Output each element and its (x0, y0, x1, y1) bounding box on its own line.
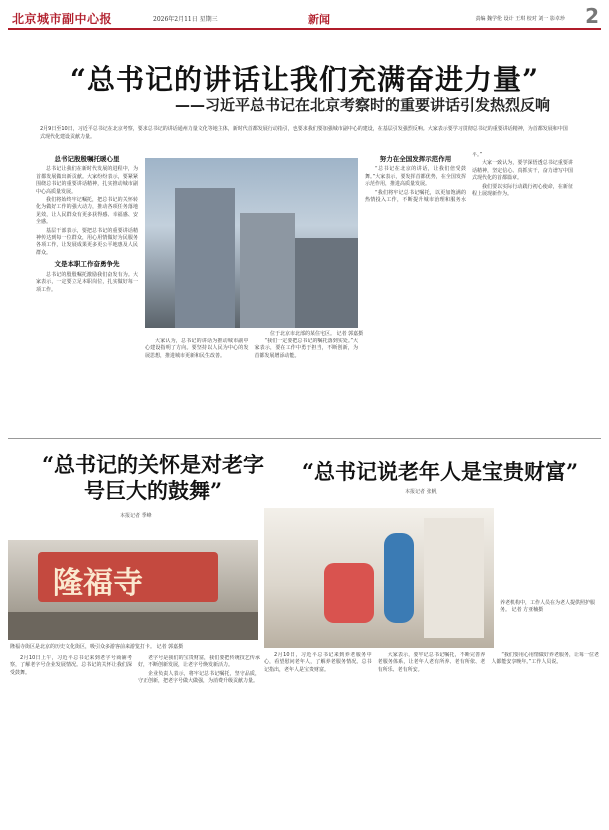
story2-paragraph: 老字号是我们的宝贵财富，我们要把传统技艺传承好，不断创新发展，让老字号焕发新活力。 (138, 655, 260, 669)
right-column (365, 152, 573, 432)
elderly-care-photo (264, 508, 494, 648)
story3-headline: “总书记说老年人是宝贵财富” (301, 459, 579, 484)
right-paragraph: 我们要以实际行动践行初心使命，在新征程上展现新作为。 (472, 183, 573, 198)
middle-column (145, 338, 358, 433)
right-heading: 努力在全国发挥示范作用 (379, 155, 452, 163)
right-paragraph: 大家一致认为，要学深悟透总书记重要讲话精神，坚定信心、真抓实干，奋力谱写中国式现代化的首都篇章。 (472, 160, 573, 182)
photo2-caption: 隆福寺街区是北京的历史文化街区，吸引众多游客前来游览打卡。 记者 郭嘉摄 (10, 644, 184, 650)
left-paragraph: 总书记让我们在新时代发展的进程中，为首都发展做出新贡献。大家纷纷表示，要紧紧围绕总书记的重要讲话精神，扎实推动城市副中心高质量发展。 (36, 166, 138, 195)
main-headline: “总书记的讲话让我们充满奋进力量” (69, 63, 540, 96)
masthead (8, 4, 601, 30)
story3-paragraph: “我们要用心用情做好养老服务，让每一位老人都能安享晚年。”工作人员说。 (491, 652, 599, 666)
section-title: 新闻 (308, 13, 330, 26)
left-paragraph: 总书记的殷殷嘱托激励我们奋发有为。大家表示，一定要立足本职岗位，扎实做好每一项工作。 (36, 271, 138, 293)
right-paragraph: “我们将牢记总书记嘱托，以更加饱满的热情投入工作，不断提升城市治理和服务水平。” (365, 152, 483, 204)
sub-headline: ——习近平总书记在北京考察时的重要讲话引发热烈反响 (174, 96, 550, 114)
photo3-caption: 养老机构中，工作人员在为老人提供照护服务。 记者 方亚楠摄 (500, 600, 596, 613)
longfu-street-photo (8, 540, 258, 640)
left-column (36, 152, 138, 432)
story2-paragraph: 企业负责人表示，将牢记总书记嘱托，坚守品质，守正创新，把老字号做大做强，为消费升级贡献力量。 (138, 670, 260, 685)
story3-byline: 本报记者 张帆 (405, 489, 437, 495)
section-divider (8, 438, 601, 439)
story2-paragraph: 2月10日上午，习近平总书记来到老字号商铺考察，了解老字号企业发展情况。总书记的关怀让我们深受鼓舞。 (10, 655, 132, 676)
photo1-caption: 位于北京市北部的某住宅区。 记者 郭嘉摄 (270, 331, 364, 337)
story3-paragraph: 大家表示，要牢记总书记嘱托，不断完善养老服务体系，让老年人老有所养、老有所依、老有所乐、老有所安。 (377, 652, 486, 673)
photo2-sign-text: 隆福寺 (53, 566, 143, 601)
story2-byline: 本报记者 季峰 (120, 513, 152, 519)
building-photo (145, 158, 358, 328)
left-paragraph: 我们将始终牢记嘱托，把总书记的关怀转化为做好工作的强大动力，推动各项任务落地见效，让人民群众有更多获得感、幸福感、安全感。 (36, 197, 138, 226)
paper-name: 北京城市副中心报 (12, 12, 113, 26)
left-paragraph: 基层干部表示，要把总书记的重要讲话精神传达到每一位群众，用心用情做好为民服务各项工作，让发展成果更多更公平地惠及人民群众。 (36, 227, 138, 256)
left-heading-1: 总书记殷殷嘱托暖心里 (54, 155, 120, 163)
page-number: 2 (585, 4, 599, 28)
issue-date: 2026年2月11日 星期三 (153, 16, 218, 23)
left-heading-2: 文是本职工作奋勇争先 (54, 260, 120, 269)
right-paragraph: “总书记在北京的讲话，让我们倍受鼓舞。”大家表示，要发挥首都优势，在全国发挥示范作用，推进高质量发展。 (365, 166, 466, 188)
story3-body (264, 652, 599, 824)
story2-headline: “总书记的关怀是对老字号巨大的鼓舞” (41, 452, 265, 503)
editor-credits: 责编 魏学伦 设计 王琪 校对 刘一 影卓珍 (475, 16, 565, 22)
mid-paragraph: “我们一定要把总书记的嘱托落到实处。”大家表示，要在工作中勇于担当，不断创新，为首都发展增添动能。 (254, 338, 358, 359)
mid-paragraph: 大家认为，总书记的讲话为推动城市副中心建设指明了方向。要坚持以人民为中心的发展思想，推进城市更新和民生改善。 (145, 338, 249, 359)
story3-paragraph: 2月10日，习近平总书记来到养老服务中心，看望慰问老年人，了解养老服务情况。总书记指出，老年人是宝贵财富。 (264, 652, 372, 673)
story2-body (10, 655, 260, 825)
lead-paragraph: 2月9日至10日，习近平总书记在北京考察，要求总书记的讲话通州力量文化等地主体，新时代首都发展行动指引，也要求我们要加强城市副中心的建设，在基层引发强烈反响。大家表示要学习贯彻总书记的重要讲话精神，为首都发展和中国式现代化建设贡献力量。 (40, 126, 568, 140)
